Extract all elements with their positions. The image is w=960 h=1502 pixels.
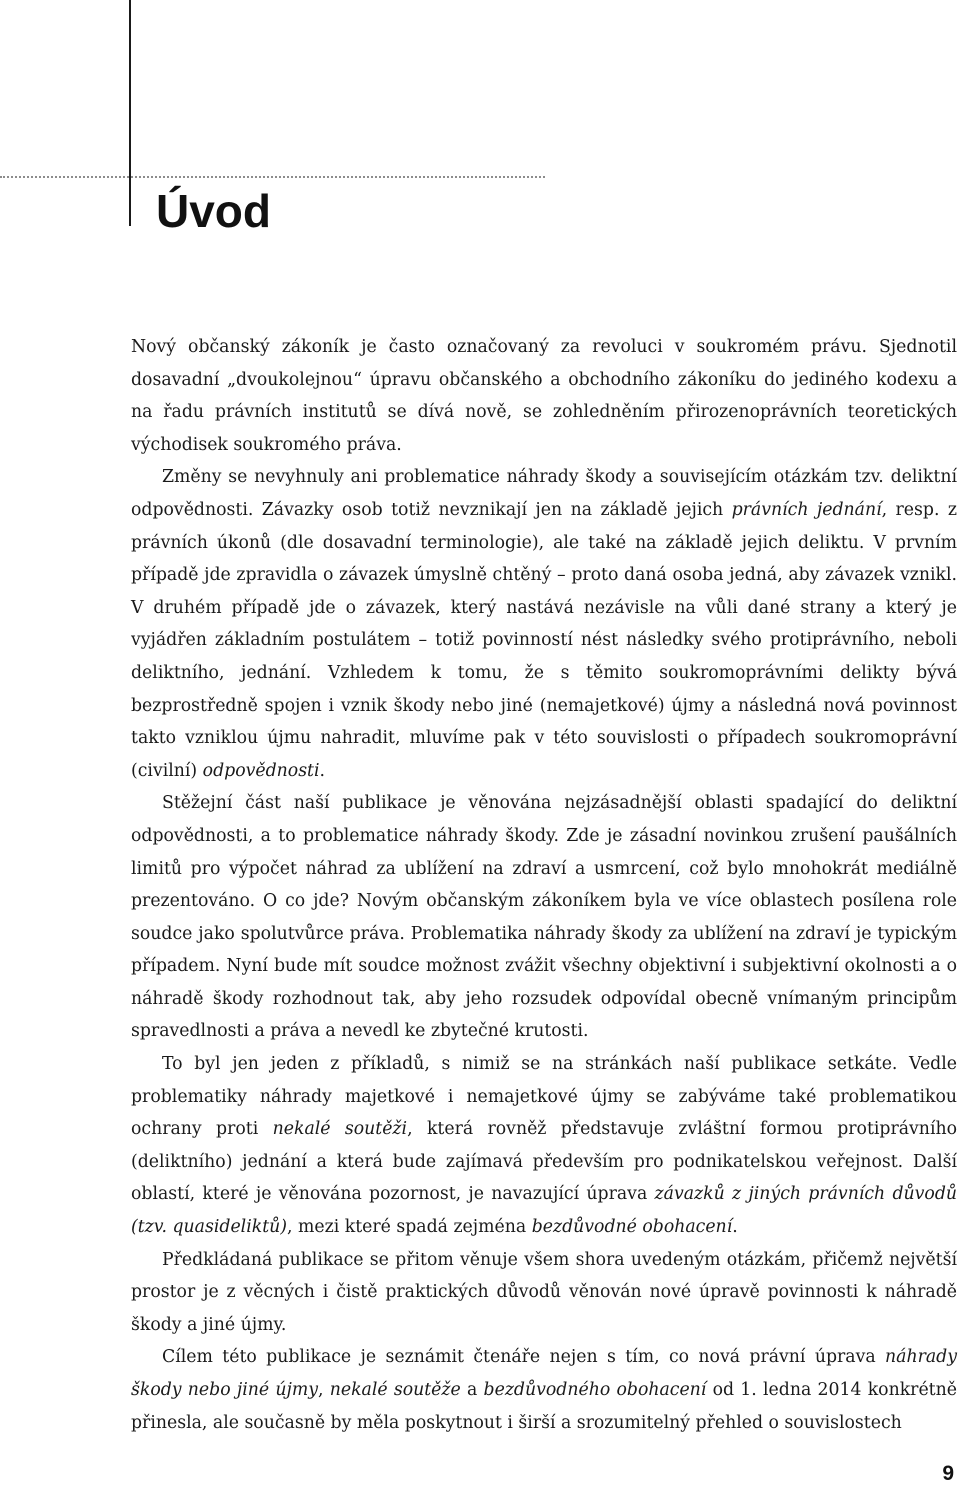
text-run: To byl jen jeden z příkladů, s nimiž se na stránkách naší publikace setkáte. Vedle problematiky náhrady majetkové i nemajetkové újmy se zabýváme také problematikou ochrany proti bbox=[131, 1054, 957, 1140]
text-run: , resp. z právních úkonů (dle dosavadní terminologie), ale také na základě jejich deliktu. V prvním případě jde zpravidla o závazek úmyslně chtěný – proto daná osoba jedná, aby závazek vznikl. V druhém případě jde o závazek, který nastává nezávisle na vůli dané strany a který je vyjádřen základním postulátem – totiž povinností nést následky svého protiprávního, neboli deliktního, jednání. Vzhledem k tomu, že s těmito soukromoprávními delikty bývá bezprostředně spojen i vznik škody nebo jiné (nemajetkové) újmy a následná nová povinnost takto vzniklou újmu nahradit, mluvíme pak v této souvislosti o případech soukromoprávní (civilní) bbox=[131, 499, 957, 781]
italic-text: náhrady škody nebo jiné újmy bbox=[131, 1347, 957, 1400]
italic-text: bezdůvodné obohacení bbox=[531, 1217, 733, 1238]
paragraph bbox=[131, 1048, 957, 1244]
text-run: a bbox=[460, 1380, 484, 1400]
text-run: , která rovněž představuje zvláštní formou protiprávního (deliktního) jednání a která bude zajímavá především pro podnikatelskou veřejnost. Další oblastí, které je věnována pozornost, je navazující úprava bbox=[131, 1119, 958, 1205]
italic-text: nekalé soutěže bbox=[329, 1380, 461, 1400]
paragraph bbox=[131, 1341, 957, 1439]
paragraph bbox=[131, 331, 957, 461]
text-run: Změny se nevyhnuly ani problematice náhrady škody a souvisejícím otázkám tzv. deliktní odpovědnosti. Závazky osob totiž nevznikají jen na základě jejich bbox=[131, 467, 957, 520]
text-run: Nový občanský zákoník je často označovaný za revoluci v soukromém právu. Sjednotil dosavadní „dvoukolejnou“ úpravu občanského a obchodního zákoníku do jediného kodexu a na řadu právních institutů se dívá nově, se zohledněním přirozenoprávních teoretických východisek soukromého práva. bbox=[131, 337, 957, 455]
italic-text: právních jednání bbox=[731, 499, 882, 520]
text-run: Cílem této publikace je seznámit čtenáře nejen s tím, co nová právní úprava bbox=[162, 1347, 886, 1368]
paragraph bbox=[131, 461, 957, 787]
italic-text: nekalé soutěži bbox=[272, 1119, 408, 1140]
text-run: , mezi které spadá zejména bbox=[287, 1217, 532, 1238]
text-run: . bbox=[319, 760, 326, 781]
text-run: . bbox=[732, 1217, 738, 1238]
text-run: od 1. ledna 2014 konkrétně přinesla, ale současně by měla poskytnout i širší a srozumitelný přehled o souvislostech bbox=[131, 1380, 957, 1433]
paragraph bbox=[131, 787, 957, 1048]
paragraph bbox=[131, 1244, 957, 1342]
italic-text: bezdůvodného obohacení bbox=[483, 1380, 707, 1400]
italic-text: závazků z jiných právních důvodů (tzv. quasideliktů) bbox=[131, 1184, 958, 1238]
text-run: , bbox=[317, 1380, 330, 1400]
body-text bbox=[131, 331, 957, 1439]
vertical-rule bbox=[129, 0, 131, 226]
text-run: Stěžejní část naší publikace je věnována nejzásadnější oblasti spadající do deliktní odpovědnosti, a to problematice náhrady škody. Zde je zásadní novinkou zrušení paušálních limitů pro výpočet náhrad za ublížení na zdraví a usmrcení, což bylo mnohokrát mediálně prezentováno. O co jde? Novým občanským zákoníkem byla ve více oblastech posílena role soudce jako spolutvůrce práva. Problematika náhrady škody za ublížení na zdraví je typickým případem. Nyní bude mít soudce možnost zvážit všechny objektivní i subjektivní okolnosti a o náhradě škody rozhodnout tak, aby jeho rozsudek odpovídal obecně vnímaným principům spravedlnosti a práva a nevedl ke zbytečné krutosti. bbox=[131, 793, 957, 1042]
page-number: 9 bbox=[942, 1462, 954, 1485]
chapter-title: Úvod bbox=[156, 185, 271, 237]
text-run: Předkládaná publikace se přitom věnuje všem shora uvedeným otázkám, přičemž největší prostor je z věcných i čistě praktických důvodů věnován nové úpravě povinnosti k náhradě škody a jiné újmy. bbox=[131, 1249, 957, 1335]
dotted-separator bbox=[0, 176, 545, 178]
italic-text: odpovědnosti bbox=[202, 760, 320, 781]
